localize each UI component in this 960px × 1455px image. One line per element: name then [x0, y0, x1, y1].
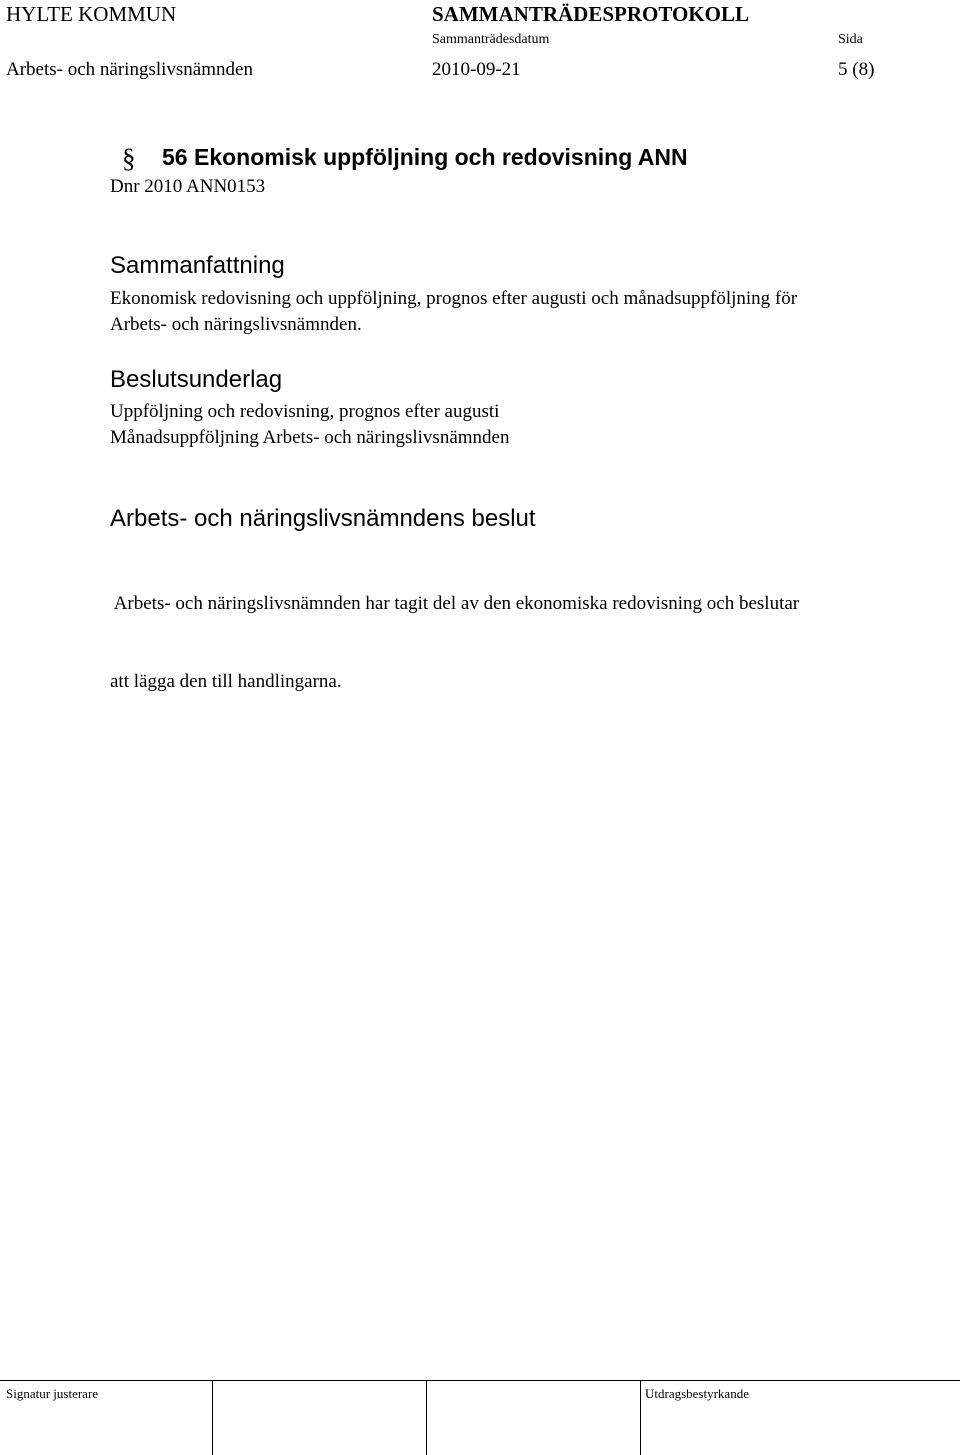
- signature-table: [0, 1380, 960, 1455]
- dnr-number: Dnr 2010 ANN0153: [110, 176, 266, 197]
- summary-heading: Sammanfattning: [110, 252, 285, 279]
- signature-cell-divider: [426, 1381, 427, 1455]
- board-name: Arbets- och näringslivsnämnden: [6, 59, 253, 80]
- meeting-date: 2010-09-21: [432, 59, 521, 80]
- page-label: Sida: [838, 32, 863, 47]
- extract-certification-label: Utdragsbestyrkande: [645, 1386, 749, 1401]
- signature-label: Signatur justerare: [6, 1386, 99, 1401]
- basis-heading: Beslutsunderlag: [110, 366, 283, 393]
- basis-list: [110, 399, 509, 451]
- decision-line: att lägga den till handlingarna.: [110, 671, 342, 692]
- basis-item: Uppföljning och redovisning, prognos efter augusti: [110, 401, 500, 422]
- document-type: SAMMANTRÄDESPROTOKOLL: [432, 2, 749, 26]
- meeting-date-label: Sammanträdesdatum: [432, 32, 550, 47]
- decision-text: [110, 539, 799, 721]
- item-title: 56 Ekonomisk uppföljning och redovisning ANN: [162, 144, 688, 170]
- page-number: 5 (8): [838, 59, 875, 80]
- summary-line: Arbets- och näringslivsnämnden.: [110, 314, 362, 335]
- summary-text: [110, 286, 797, 338]
- section-symbol: §: [122, 143, 136, 173]
- decision-heading: Arbets- och näringslivsnämndens beslut: [110, 505, 536, 532]
- decision-line: Arbets- och näringslivsnämnden har tagit del av den ekonomiska redovisning och beslutar: [110, 593, 800, 614]
- summary-line: Ekonomisk redovisning och uppföljning, prognos efter augusti och månadsuppföljning för: [110, 288, 798, 309]
- municipality-name: HYLTE KOMMUN: [6, 2, 177, 26]
- basis-item: Månadsuppföljning Arbets- och näringslivsnämnden: [110, 427, 510, 448]
- signature-cell-divider: [640, 1381, 641, 1455]
- signature-cell-divider: [212, 1381, 213, 1455]
